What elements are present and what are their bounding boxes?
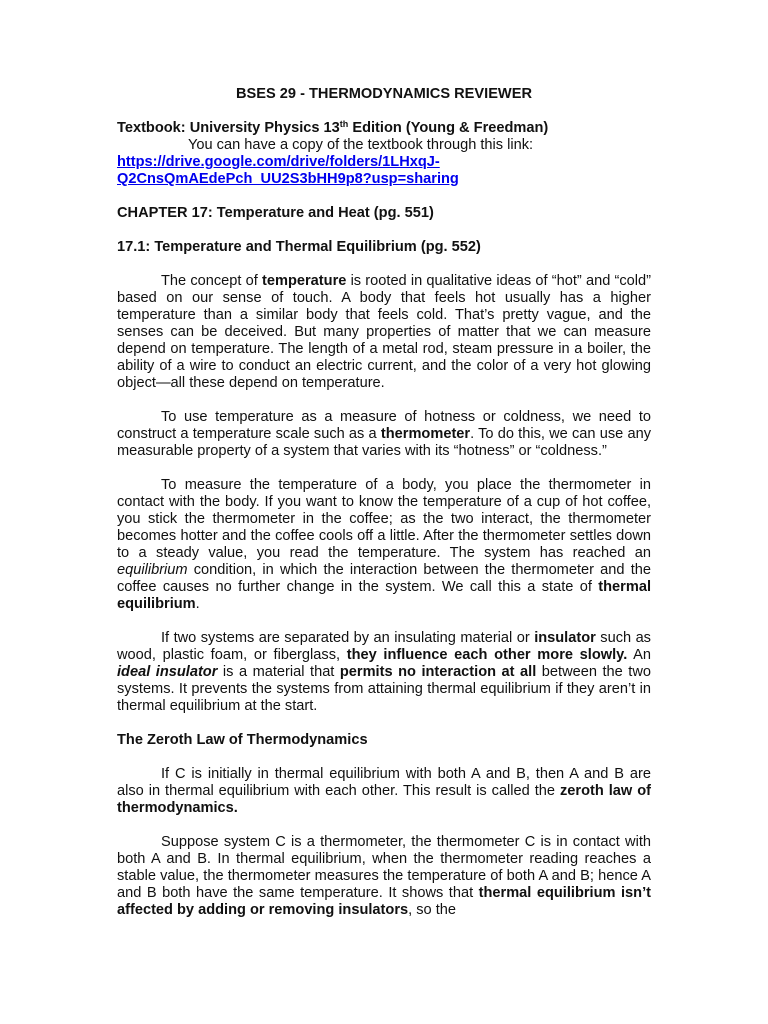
p3-text-1: To measure the temperature of a body, you place the thermometer in contact with the body. If you want to know the temperature of a cup of hot coffee, you stick the thermometer in the coffee; as the two interact, the thermometer becomes hotter and the coffee cools off a little. After the thermometer settles down to a steady value, you read the temperature. The system has reached an bbox=[117, 477, 651, 561]
paragraph-thermometer-c bbox=[117, 834, 651, 919]
link-line-2: Q2CnsQmAEdePch_UU2S3bHH9p8?usp=sharing bbox=[117, 171, 459, 187]
paragraph-zeroth-law bbox=[117, 766, 651, 817]
p4-bold-2: they influence each other more slowly. bbox=[346, 647, 628, 663]
p4-text-2: such as wood, plastic foam, or fiberglass, bbox=[117, 630, 651, 663]
paragraph-insulator bbox=[117, 630, 651, 715]
section-heading: 17.1: Temperature and Thermal Equilibrium (pg. 552) bbox=[117, 239, 481, 255]
p4-bold-1: insulator bbox=[534, 630, 596, 646]
p2-text-2: . To do this, we can use any measurable property of a system that varies with its “hotness” or “coldness.” bbox=[117, 426, 651, 459]
p4-text-5: between the two systems. It prevents the systems from attaining thermal equilibrium if they aren’t in thermal equilibrium at the start. bbox=[117, 664, 651, 714]
p1-text-1: The concept of bbox=[161, 273, 263, 289]
paragraph-measure bbox=[117, 477, 651, 613]
textbook-link[interactable] bbox=[117, 154, 651, 188]
p4-bold-italic-1: ideal insulator bbox=[117, 664, 218, 680]
zeroth-law-heading: The Zeroth Law of Thermodynamics bbox=[117, 732, 368, 748]
p2-bold-1: thermometer bbox=[380, 426, 471, 442]
paragraph-temperature bbox=[117, 273, 651, 392]
p6-bold-1: thermal equilibrium isn’t affected by adding or removing insulators bbox=[117, 885, 651, 918]
p3-text-2: condition, in which the interaction between the thermometer and the coffee causes no further change in the system. We call this a state of bbox=[117, 562, 651, 595]
p2-text-1: To use temperature as a measure of hotness or coldness, we need to construct a temperature scale such as a bbox=[117, 409, 651, 442]
paragraph-thermometer bbox=[117, 409, 651, 460]
p3-italic-1: equilibrium bbox=[117, 562, 188, 578]
textbook-sup: th bbox=[339, 119, 349, 129]
p1-bold-1: temperature bbox=[262, 273, 347, 289]
p3-bold-1: thermal equilibrium bbox=[117, 579, 651, 612]
p3-text-3: . bbox=[195, 596, 200, 612]
chapter-heading: CHAPTER 17: Temperature and Heat (pg. 551) bbox=[117, 205, 434, 221]
copy-note: You can have a copy of the textbook through this link: bbox=[188, 137, 534, 153]
p4-text-4: is a material that bbox=[217, 664, 340, 680]
document-title: BSES 29 - THERMODYNAMICS REVIEWER bbox=[236, 86, 532, 102]
p6-text-1: Suppose system C is a thermometer, the thermometer C is in contact with both A and B. In thermal equilibrium, when the thermometer reading reaches a stable value, the thermometer measures the temperature of both A and B; hence A and B both have the same temperature. It shows that bbox=[117, 834, 651, 901]
p4-text-3: An bbox=[627, 647, 651, 663]
p1-text-2: is rooted in qualitative ideas of “hot” and “cold” based on our sense of touch. A body that feels hot usually has a higher temperature than a similar body that feels cold. That’s pretty vague, and the senses can be deceived. But many properties of matter that we can measure depend on temperature. The length of a metal rod, steam pressure in a boiler, the ability of a wire to conduct an electric current, and the color of a very hot glowing object—all these depend on temperature. bbox=[117, 273, 651, 391]
p5-text-1: If C is initially in thermal equilibrium with both A and B, then A and B are also in thermal equilibrium with each other. This result is called the bbox=[117, 766, 651, 799]
p6-text-2: , so the bbox=[408, 902, 456, 918]
p5-bold-1: zeroth law of thermodynamics. bbox=[117, 783, 652, 816]
textbook-line bbox=[117, 120, 651, 137]
p4-text-1: If two systems are separated by an insulating material or bbox=[161, 630, 535, 646]
link-line-1: https://drive.google.com/drive/folders/1LHxqJ- bbox=[117, 154, 440, 170]
textbook-label: Textbook: University Physics 13 bbox=[117, 120, 340, 136]
textbook-rest: Edition (Young & Freedman) bbox=[348, 120, 549, 136]
p4-bold-3: permits no interaction at all bbox=[339, 664, 537, 680]
